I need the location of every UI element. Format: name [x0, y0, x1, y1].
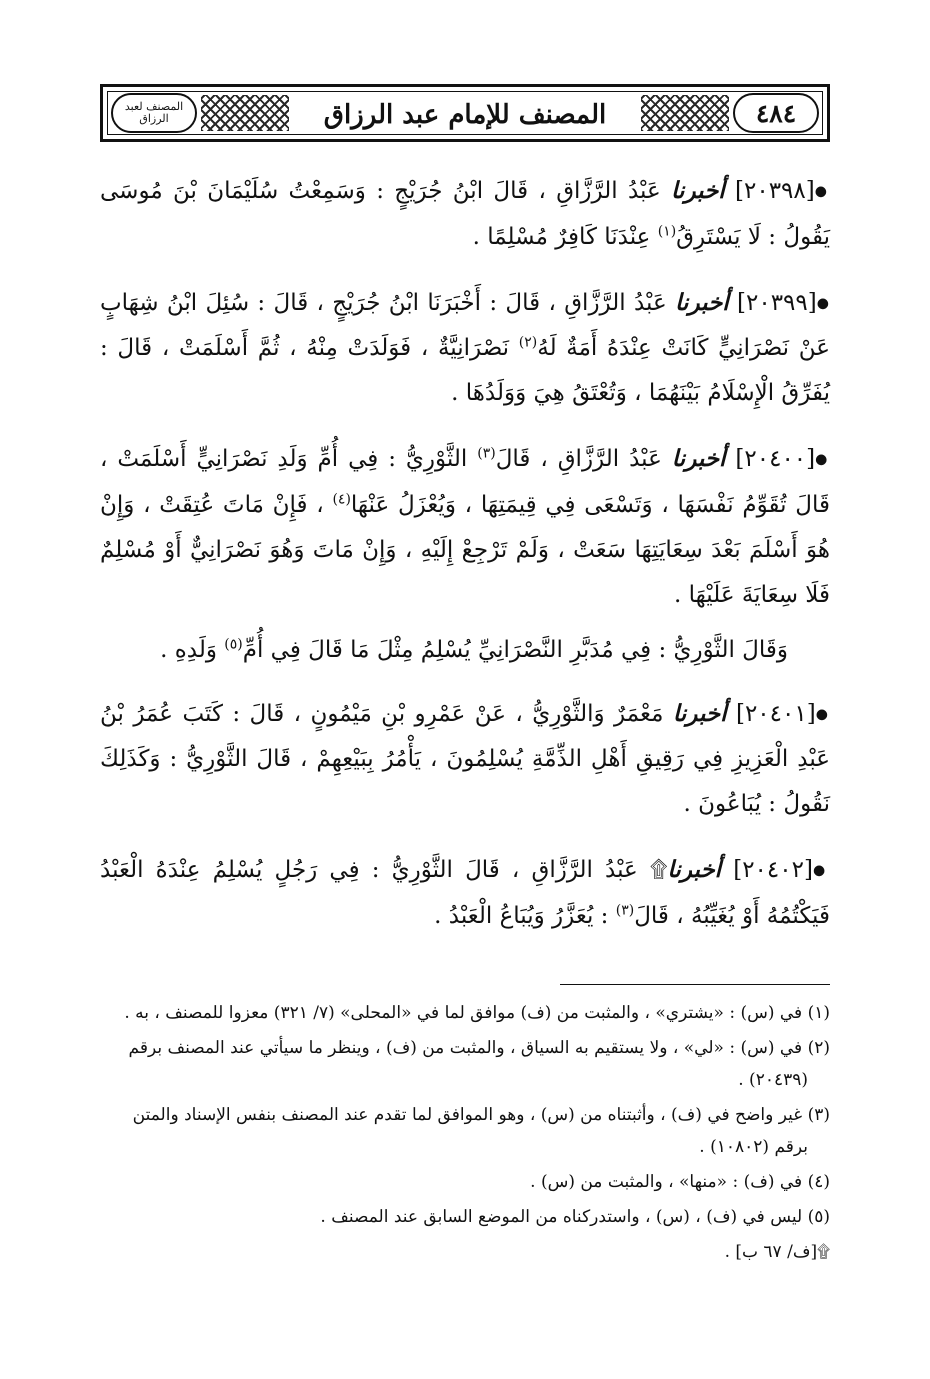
main-text: [100, 168, 830, 959]
akhbarana-label: أخبرنا: [671, 445, 726, 472]
hadith-number: [٢٠٣٩٨]: [735, 178, 815, 204]
footnote-ref: (٣): [615, 901, 635, 918]
footnote-text: (٢) في (س) : «لي» ، ولا يستقيم به السياق ، والمثبت من (ف) ، وينظر ما سيأتي عند المصنف برقم: [128, 1038, 830, 1058]
footnote-text: (٣) غير واضح في (ف) ، وأثبتناه من (س) ، وهو الموافق لما تقدم عند المصنف بنفس الإسناد والمتن: [132, 1105, 830, 1125]
hadith-number: [٢٠٣٩٩]: [737, 289, 817, 316]
hadith-number: [٢٠٤٠٢]: [733, 857, 813, 883]
footnote-4: [100, 1166, 830, 1198]
footnote-ref: (١): [657, 222, 677, 239]
ornament-right-icon: [641, 95, 729, 131]
bullet-icon: ●: [815, 706, 831, 722]
bullet-icon: ●: [814, 183, 830, 200]
manuscript-mark-icon: ۩: [649, 857, 668, 883]
thawri-text: وَقَالَ الثَّوْرِيُّ : فِي مُدَبَّرِ النَّصْرَانِيِّ يُسْلِمُ مِثْلَ مَا قَالَ فِي أُمِّ: [242, 636, 788, 663]
hadith-text: عَبْدُ الرَّزَّاقِ ، قَالَ الثَّوْرِيُّ : فِي رَجُلٍ يُسْلِمُ عِنْدَهُ الْعَبْدُ فَيَكْتُمُهُ أَوْ يُغَيِّبُهُ ، قَالَ: [100, 857, 830, 929]
footnote-text-cont: (٢٠٤٣٩) .: [738, 1070, 808, 1090]
footnote-ref: (٢): [518, 334, 538, 351]
akhbarana-label: أخبرنا: [675, 288, 729, 316]
footnote-folio: [100, 1236, 830, 1268]
footnotes: [100, 997, 830, 1271]
footnote-text: ۩[ف/ ٦٧ ب] .: [724, 1242, 830, 1262]
footnote-5: [100, 1201, 830, 1233]
akhbarana-label: أخبرنا: [667, 856, 722, 883]
thawri-statement: [100, 628, 830, 673]
hadith-number: [٢٠٤٠٠]: [735, 446, 816, 472]
footnote-1: [100, 997, 830, 1029]
bullet-icon: ●: [815, 451, 831, 468]
hadith-text-cont: عِنْدَنَا كَافِرٌ مُسْلِمًا .: [472, 223, 651, 250]
bullet-icon: ●: [812, 862, 831, 879]
page-title: المصنف للإمام عبد الرزاق: [323, 100, 607, 130]
bullet-icon: ●: [816, 295, 830, 311]
hadith-text-cont: نَصْرَانِيَّةٌ ، فَوَلَدَتْ مِنْهُ ، ثُمَّ أَسْلَمَتْ ، قَالَ : يُفَرِّقُ الْإِسْلَامُ بَيْنَهُمَا ، وَتُعْتَقُ هِيَ وَوَلَدُهَا .: [100, 335, 830, 406]
thawri-text-cont: وَلَدِهِ .: [160, 636, 217, 663]
hadith-20401: [100, 691, 830, 828]
hadith-text-end: ، فَإِنْ مَاتَ عُتِقَتْ ، وَإِنْ هُوَ أَسْلَمَ بَعْدَ سِعَايَتِهَا سَعَتْ ، وَلَمْ تَرْجِعْ إِلَيْهِ ، وَإِنْ مَاتَ وَهُوَ نَصْرَانِيٌّ أَوْ مُسْلِمٌ فَلَا سِعَايَةَ عَلَيْهَا .: [100, 491, 830, 608]
hadith-text: مَعْمَرٌ وَالثَّوْرِيُّ ، عَنْ عَمْرِو بْنِ مَيْمُونٍ ، قَالَ : كَتَبَ عُمَرُ بْنُ عَبْدِ الْعَزِيزِ فِي رَقِيقِ أَهْلِ الذِّمَّةِ يُسْلِمُونَ ، يَأْمُرُ بِبَيْعِهِمْ ، قَالَ الثَّوْرِيُّ : وَكَذَلِكَ نَقُولُ : يُبَاعُونَ .: [100, 700, 830, 817]
footnote-separator: [560, 984, 830, 985]
hadith-text: عَبْدُ الرَّزَّاقِ ، قَالَ: [495, 446, 662, 472]
page-number-cartouche: [733, 93, 819, 133]
hadith-20399: [100, 280, 830, 417]
footnote-text: (٥) ليس في (ف) ، (س) ، واستدركناه من الموضع السابق عند المصنف .: [320, 1207, 830, 1227]
akhbarana-label: أخبرنا: [672, 699, 727, 727]
footnote-text: (٤) في (ف) : «منها» ، والمثبت من (س) .: [530, 1172, 830, 1192]
hadith-text: عَبْدُ الرَّزَّاقِ ، قَالَ ابْنُ جُرَيْجٍ : وَسَمِعْتُ سُلَيْمَانَ بْنَ مُوسَى يَقُولُ : لَا يَسْتَرِقُ: [100, 178, 830, 250]
footnote-ref: (٥): [224, 635, 243, 652]
footnote-2: [100, 1032, 830, 1096]
footnote-text: (١) في (س) : «يشتري» ، والمثبت من (ف) موافق لما في «المحلى» (٧/ ٣٢١) معزوا للمصنف ، به .: [124, 1003, 830, 1023]
hadith-text-cont: : يُعَزَّرُ وَيُبَاعُ الْعَبْدُ .: [434, 902, 609, 929]
hadith-text: عَبْدُ الرَّزَّاقِ ، قَالَ : أَخْبَرَنَا ابْنُ جُرَيْجٍ ، قَالَ : سُئِلَ ابْنُ شِهَابٍ عَنْ نَصْرَانِيٍّ كَانَتْ عِنْدَهُ أَمَةٌ لَهُ: [100, 289, 831, 361]
ornament-left-icon: [201, 95, 289, 131]
footnote-ref: (٤): [332, 490, 351, 507]
page-number: ٤٨٤: [755, 98, 797, 128]
seal-cartouche: [111, 93, 197, 133]
hadith-number: [٢٠٤٠١]: [735, 700, 816, 727]
akhbarana-label: أخبرنا: [671, 177, 725, 204]
hadith-20400: [100, 436, 830, 618]
hadith-text-cont: الثَّوْرِيُّ : فِي أُمِّ وَلَدِ نَصْرَانِيٍّ أَسْلَمَتْ ، قَالَ تُقَوِّمُ نَفْسَهَا ، وَتَسْعَى فِي قِيمَتِهَا ، وَيُعْزَلُ عَنْهَا: [100, 446, 831, 518]
hadith-20398: [100, 168, 830, 260]
hadith-20402: [100, 847, 830, 939]
page-header: [100, 84, 830, 142]
footnote-ref: (٣): [477, 445, 496, 462]
seal-text: المصنف لعبد الرزاق: [124, 100, 184, 125]
footnote-text-cont: برقم (١٠٨٠٢) .: [699, 1137, 808, 1157]
footnote-3: [100, 1099, 830, 1163]
